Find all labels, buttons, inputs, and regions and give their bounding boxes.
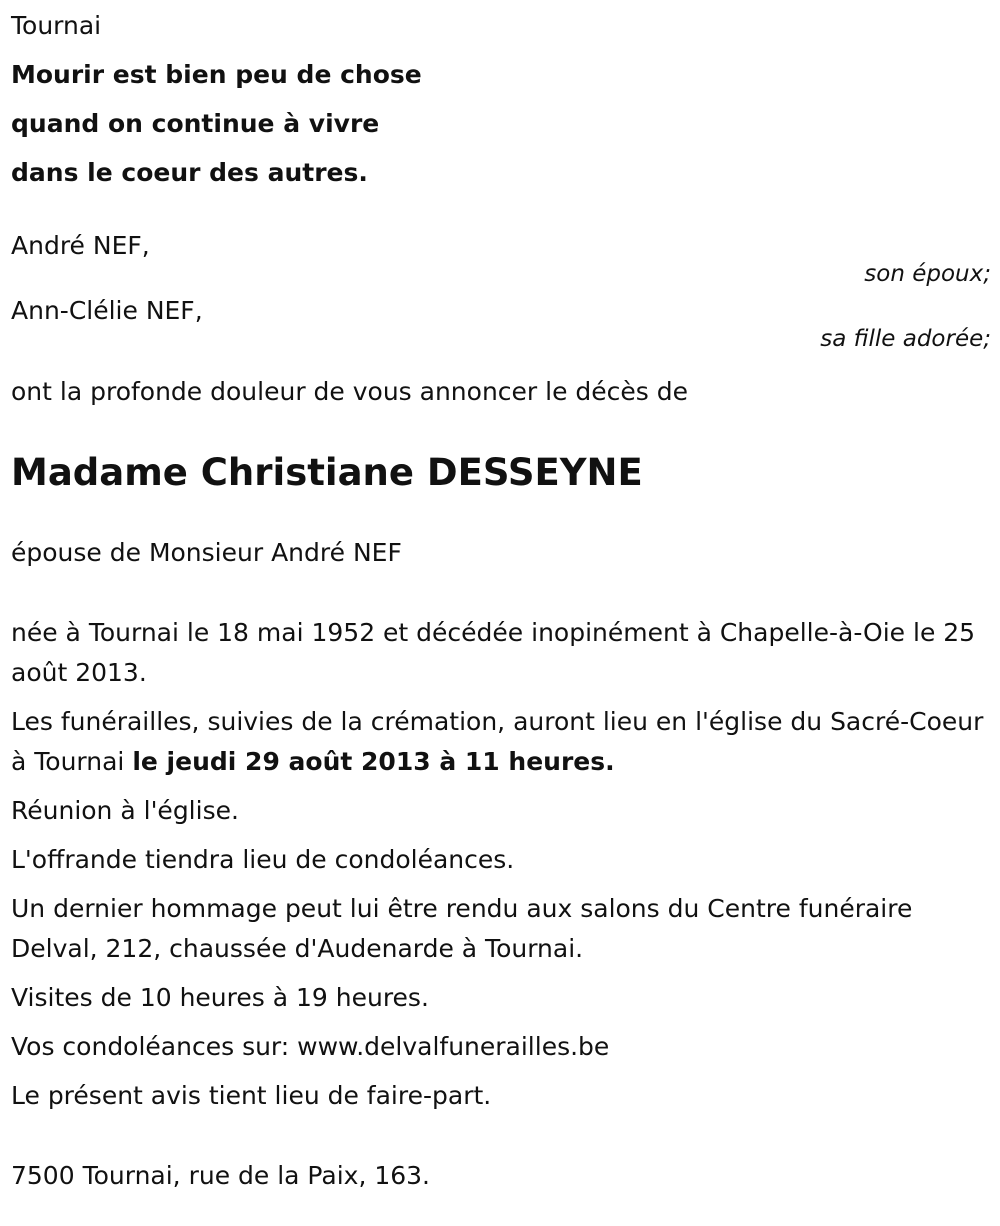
funeral-info: [11, 702, 991, 782]
quote-line: dans le coeur des autres.: [11, 158, 368, 187]
family-member-name: Ann-Clélie NEF,: [11, 296, 203, 325]
family-member: [11, 291, 991, 354]
deceased-name: Madame Christiane DESSEYNE: [11, 451, 643, 494]
detail-line: Visites de 10 heures à 19 heures.: [11, 983, 429, 1012]
birth-death-text: née à Tournai le 18 mai 1952 et décédée inopinément à Chapelle-à-Oie le 25 août 2013.: [11, 618, 976, 687]
funeral-date: le jeudi 29 août 2013 à 11 heures.: [132, 747, 615, 776]
quote-line: Mourir est bien peu de chose: [11, 60, 422, 89]
family-member-role: sa fille adorée;: [820, 326, 991, 352]
detail-line: Vos condoléances sur: www.delvalfunerailles.be: [11, 1032, 610, 1061]
family-member: [11, 226, 991, 289]
quote-line: quand on continue à vivre: [11, 109, 380, 138]
address-text: 7500 Tournai, rue de la Paix, 163.: [11, 1161, 431, 1190]
memorial-quote: [11, 50, 991, 197]
detail-line: Un dernier hommage peut lui être rendu aux salons du Centre funéraire Delval, 212, chaussée d'Audenarde à Tournai.: [11, 894, 913, 963]
detail-line: L'offrande tiendra lieu de condoléances.: [11, 845, 515, 874]
family-member-role: son époux;: [864, 261, 991, 287]
detail-line: Le présent avis tient lieu de faire-part.: [11, 1081, 492, 1110]
detail-line: Réunion à l'église.: [11, 796, 239, 825]
obituary-notice: [11, 6, 991, 1196]
announcement-text: ont la profonde douleur de vous annoncer le décès de: [11, 377, 689, 406]
city-heading: Tournai: [11, 11, 102, 40]
funeral-text: Les funérailles, suivies de la crémation, auront lieu en l'église du Sacré-Coeur à Tournai: [11, 707, 984, 776]
family-list: [11, 226, 991, 354]
family-member-name: André NEF,: [11, 231, 150, 260]
spouse-line: épouse de Monsieur André NEF: [11, 538, 402, 567]
